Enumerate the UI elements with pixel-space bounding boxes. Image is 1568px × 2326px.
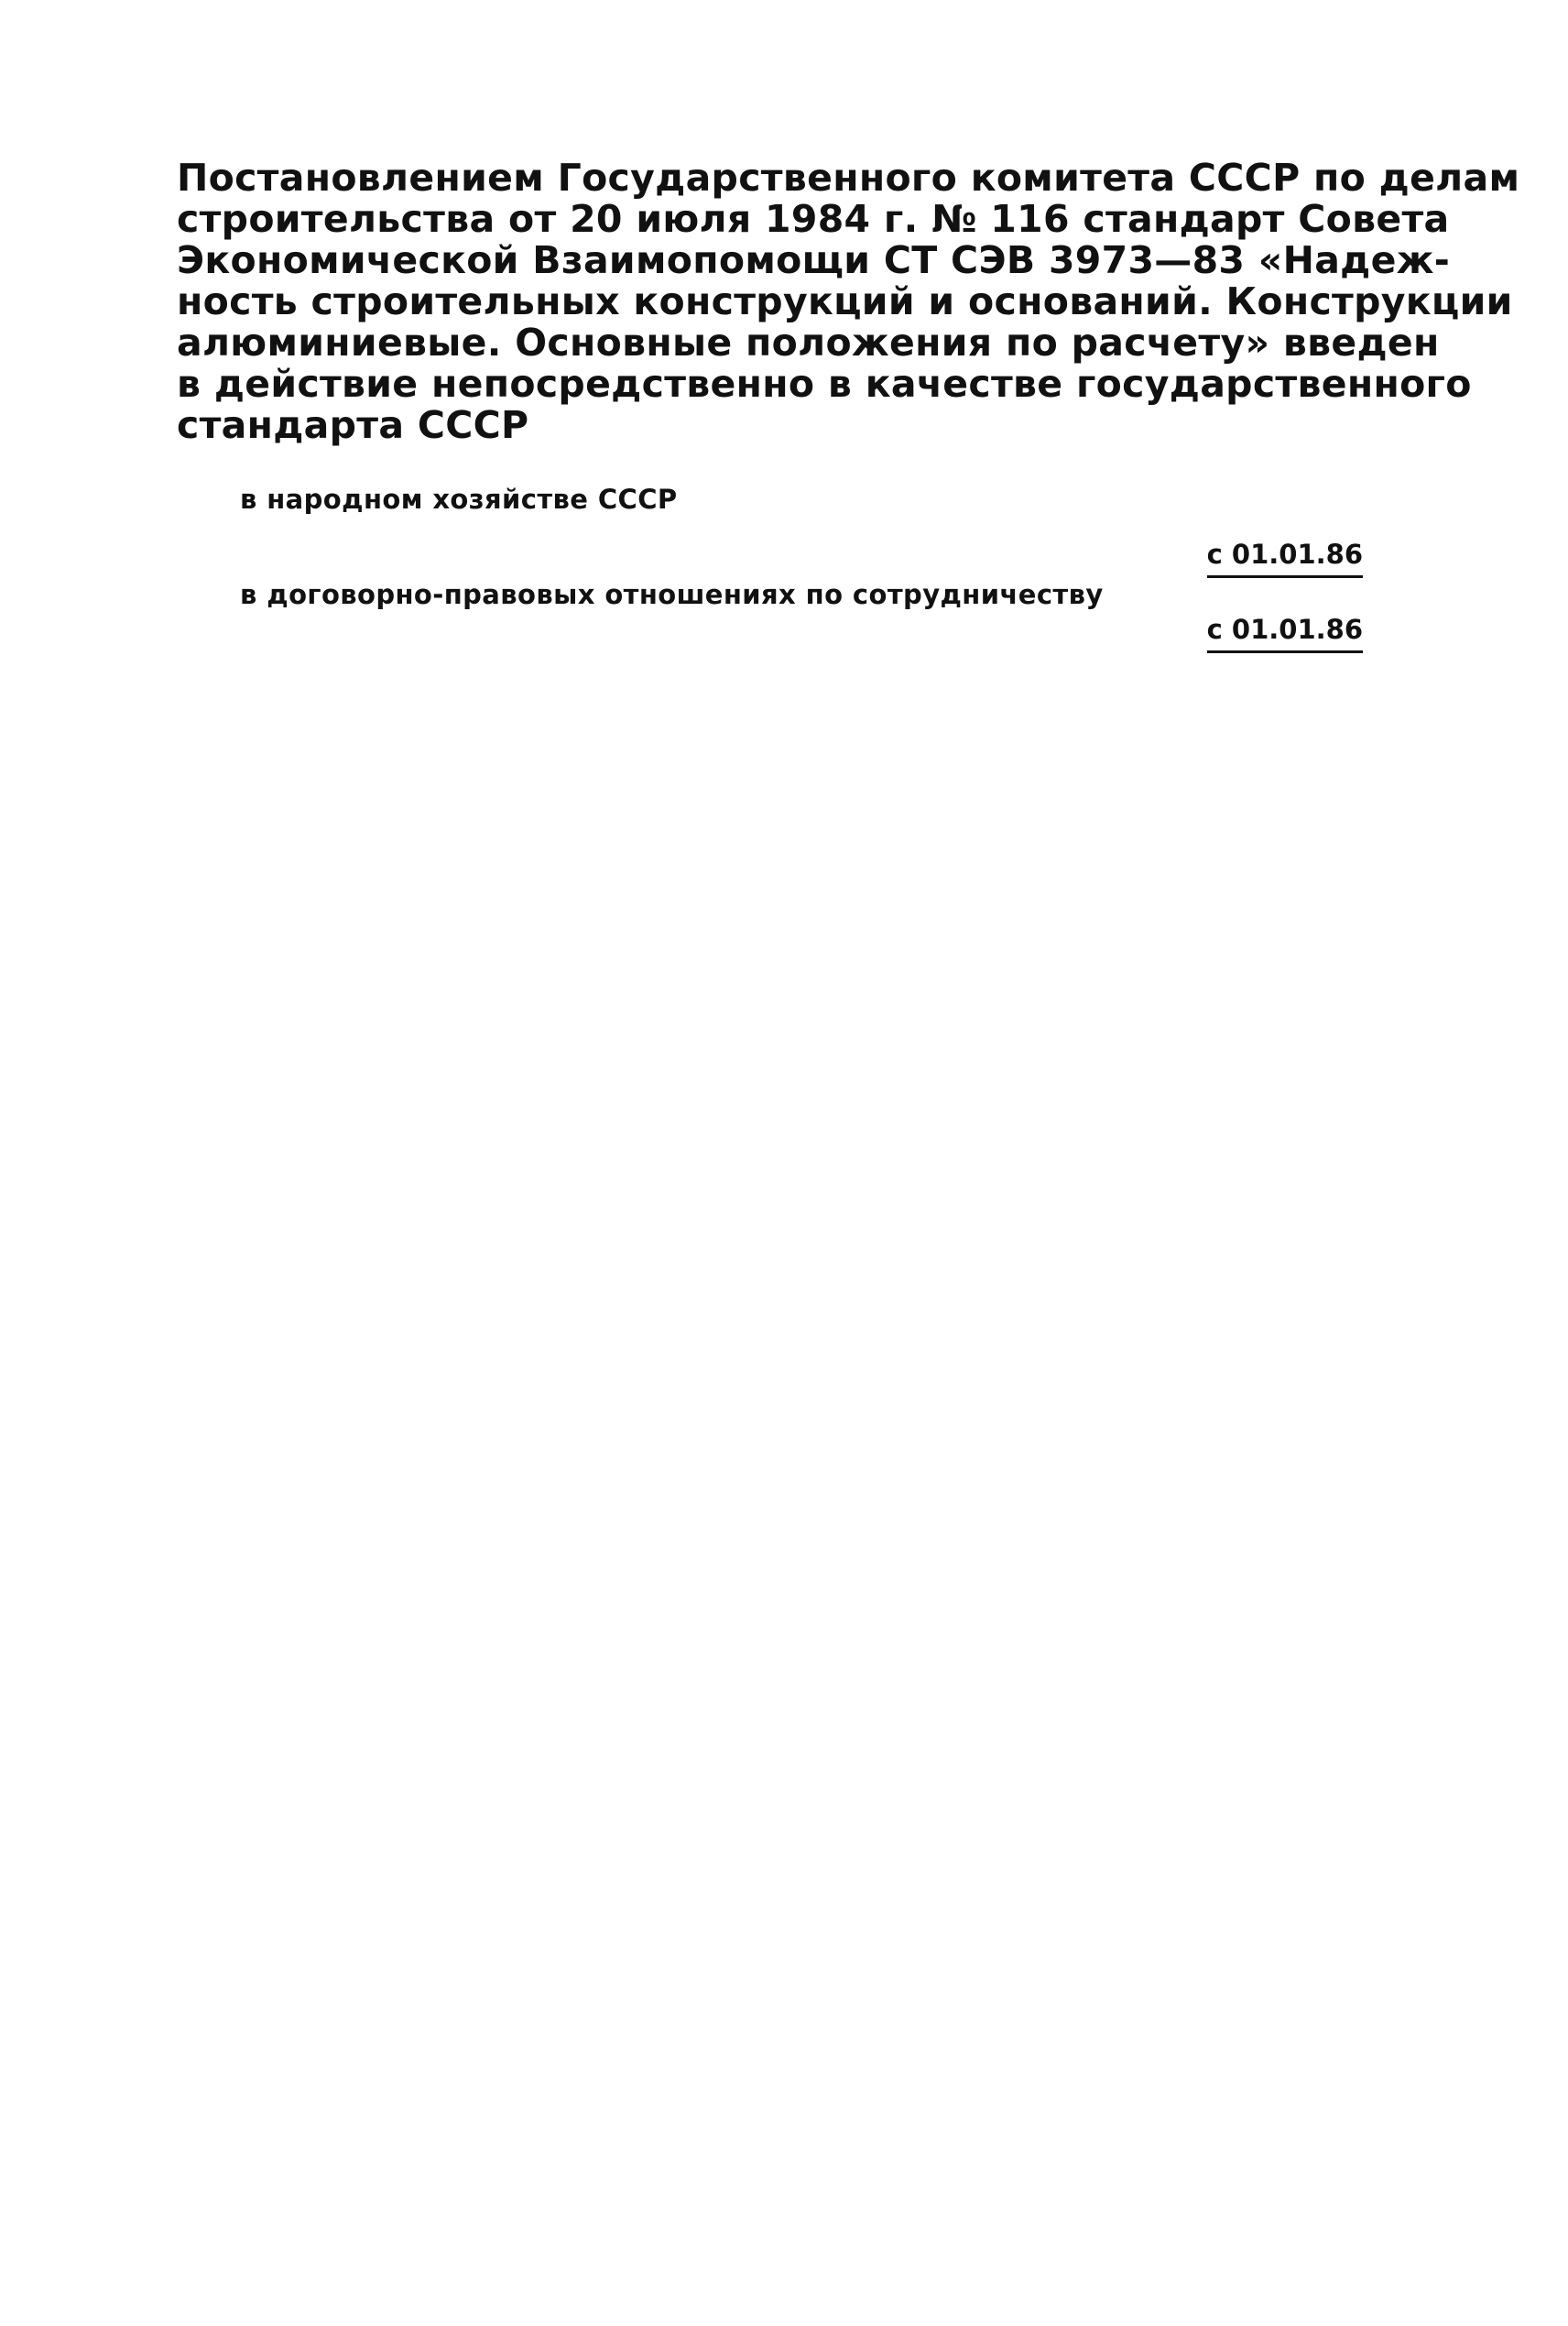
decree-line: Постановлением Государственного комитета СССР по делам	[177, 156, 1520, 200]
decree-line: алюминиевые. Основные положения по расчету» введен	[177, 321, 1440, 365]
scope-label: в договорно-правовых отношениях по сотрудничеству	[240, 579, 1104, 610]
decree-line: ность строительных конструкций и оснований. Конструкции	[177, 279, 1513, 323]
scope-national-economy	[240, 484, 1363, 570]
scope-label: в народном хозяйстве СССР	[240, 484, 678, 515]
decree-line: в действие непосредственно в качестве государственного	[177, 362, 1472, 406]
decree-paragraph	[177, 156, 1520, 447]
decree-line: стандарта СССР	[177, 403, 529, 447]
effective-date: с 01.01.86	[1207, 614, 1363, 653]
effective-date: с 01.01.86	[1207, 539, 1363, 578]
decree-line: строительства от 20 июля 1984 г. № 116 стандарт Совета	[177, 197, 1450, 241]
scope-cooperation-relations	[240, 579, 1363, 645]
decree-line: Экономической Взаимопомощи СТ СЭВ 3973—83 «Надеж-	[177, 238, 1451, 282]
